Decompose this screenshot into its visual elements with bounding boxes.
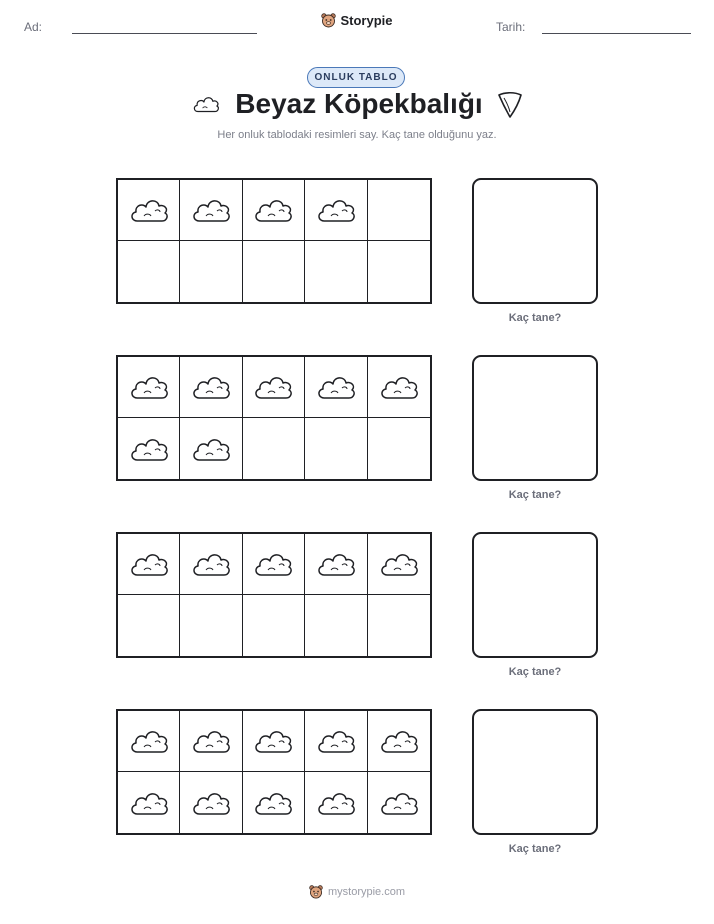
ten-frame [116,709,432,835]
ten-frame-cell [243,595,305,656]
answer-box[interactable] [472,178,598,304]
brand-name: Storypie [340,12,393,28]
cloud-icon [189,787,233,819]
cloud-icon [189,548,233,580]
ten-frame-cell [180,241,242,302]
ten-frame-cell [118,534,180,595]
ten-frame-cell [368,534,430,595]
ten-frame-cell [305,534,367,595]
cloud-icon [314,548,358,580]
ten-frame-cell [118,357,180,418]
cloud-icon [127,787,171,819]
ten-frame-cell [180,711,242,772]
ten-frame-cell [118,595,180,656]
page-title: Beyaz Köpekbalığı [235,88,483,119]
answer-label: Kaç tane? [508,312,562,324]
cloud-icon [251,194,295,226]
ten-frame-cell [180,772,242,833]
ten-frame-cell [180,418,242,479]
ten-frame-cell [118,241,180,302]
bear-logo-icon [309,884,323,899]
cloud-icon [189,371,233,403]
instructions: Her onluk tablodaki resimleri say. Kaç tane olduğunu yaz. [217,129,497,141]
cloud-icon [189,433,233,465]
shark-tooth-icon [497,89,523,119]
ten-frame-cell [180,357,242,418]
bear-logo-icon [321,12,336,28]
answer-box[interactable] [472,355,598,481]
ten-frame-cell [243,357,305,418]
cloud-icon [127,548,171,580]
ten-frame [116,355,432,481]
answer-label: Kaç tane? [508,489,562,501]
ten-frame-cell [368,418,430,479]
cloud-icon [377,548,421,580]
answer-box[interactable] [472,532,598,658]
cloud-icon [251,725,295,757]
cloud-icon [127,725,171,757]
ten-frame-cell [305,357,367,418]
ten-frame-cell [118,711,180,772]
answer-label: Kaç tane? [508,843,562,855]
date-line[interactable] [542,33,691,34]
cloud-icon [314,371,358,403]
ten-frame-cell [243,418,305,479]
cloud-icon [377,725,421,757]
ten-frame-cell [180,534,242,595]
cloud-icon [127,194,171,226]
ten-frame-cell [305,180,367,241]
cloud-icon [314,194,358,226]
ten-frame-cell [368,241,430,302]
footer [0,884,714,899]
ten-frame [116,178,432,304]
cloud-icon [189,725,233,757]
cloud-icon [127,433,171,465]
ten-frame-cell [243,711,305,772]
ten-frame [116,532,432,658]
cloud-icon [127,371,171,403]
ten-frame-cell [368,595,430,656]
brand [0,12,714,28]
ten-frame-cell [305,711,367,772]
cloud-icon [251,787,295,819]
cloud-icon [251,371,295,403]
cloud-icon [314,787,358,819]
ten-frame-cell [368,711,430,772]
ten-frame-cell [243,772,305,833]
name-line[interactable] [72,33,257,34]
footer-url[interactable]: mystorypie.com [327,885,406,898]
ten-frame-cell [368,357,430,418]
ten-frame-cell [243,534,305,595]
ten-frame-cell [243,241,305,302]
ten-frame-cell [305,241,367,302]
ten-frame-cell [180,180,242,241]
category-badge: ONLUK TABLO [307,67,405,88]
cloud-icon [314,725,358,757]
cloud-icon [251,548,295,580]
ten-frame-cell [368,772,430,833]
title-row [0,88,714,120]
ten-frame-cell [305,772,367,833]
cloud-icon [377,371,421,403]
ten-frame-cell [118,418,180,479]
ten-frame-cell [118,772,180,833]
cloud-icon [191,93,221,115]
name-label: Ad: [24,20,43,34]
answer-label: Kaç tane? [508,666,562,678]
ten-frame-cell [118,180,180,241]
ten-frame-cell [180,595,242,656]
ten-frame-cell [368,180,430,241]
ten-frame-cell [305,418,367,479]
answer-box[interactable] [472,709,598,835]
cloud-icon [189,194,233,226]
cloud-icon [377,787,421,819]
date-label: Tarih: [496,20,526,34]
ten-frame-cell [305,595,367,656]
ten-frame-cell [243,180,305,241]
